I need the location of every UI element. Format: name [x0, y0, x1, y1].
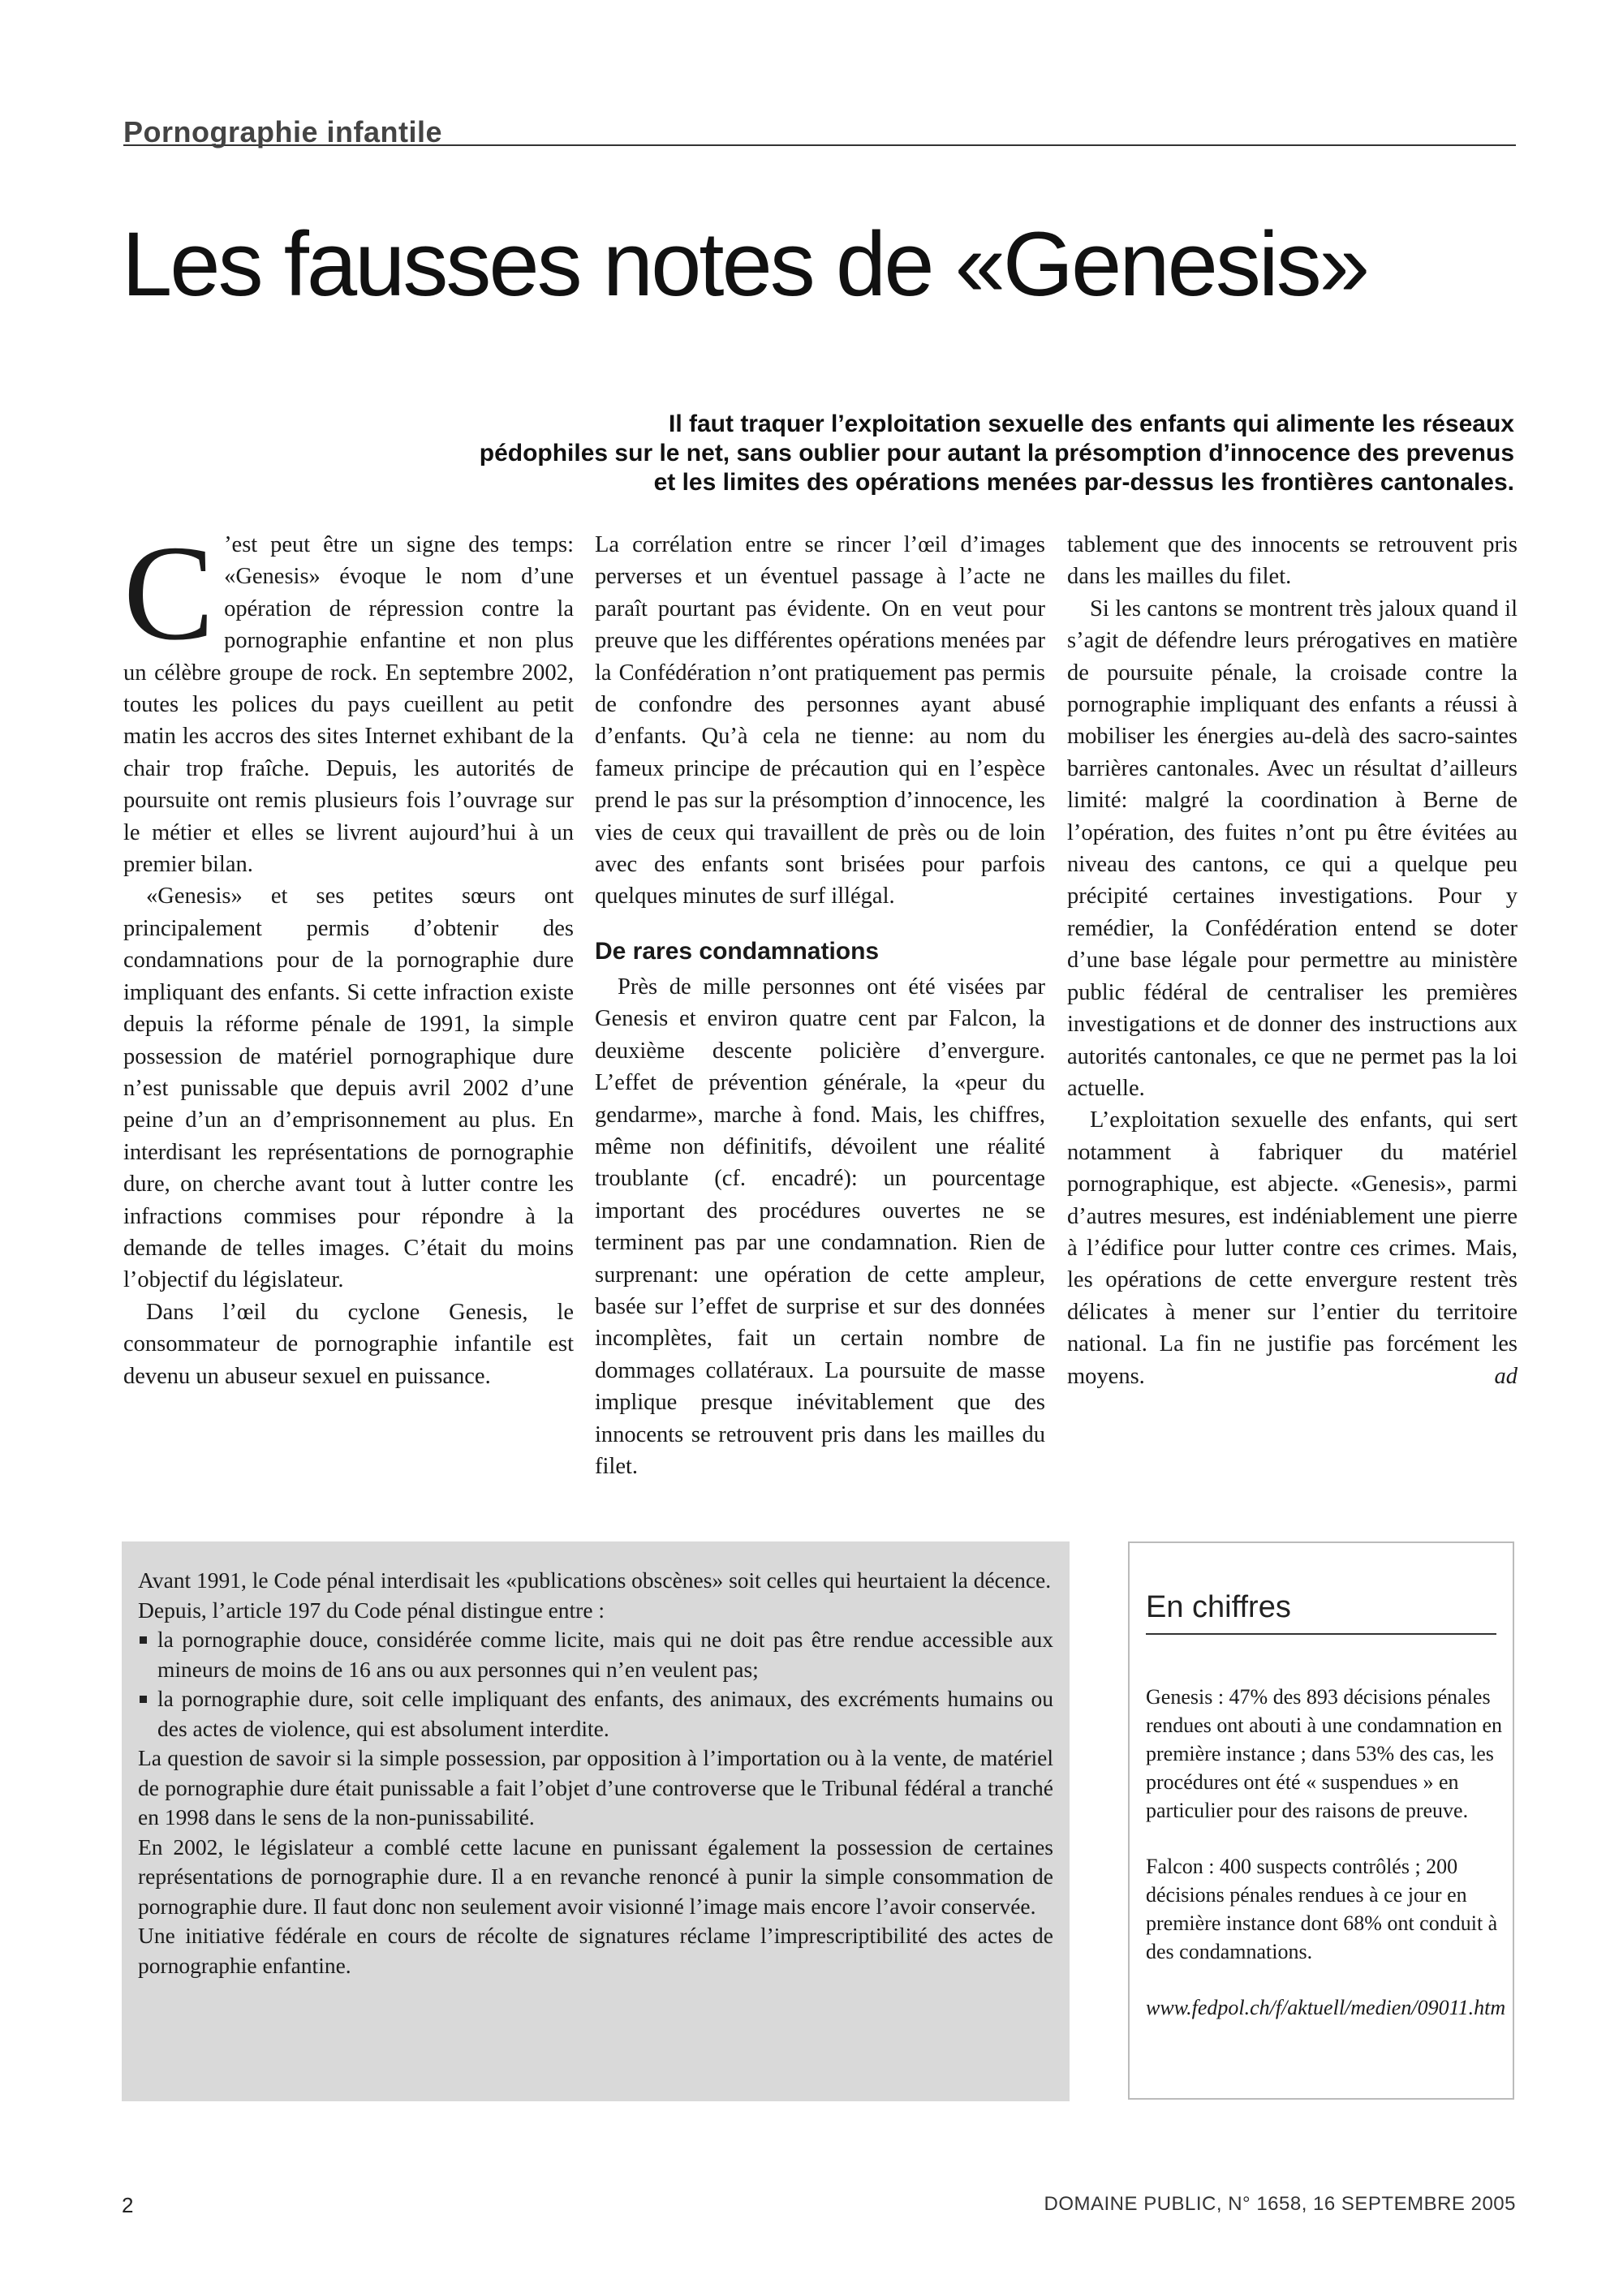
paragraph-continued: Près de mille personnes ont été visées par Genesis et environ quatre cent par Falcon, la deuxième descente policière d’envergure. L’effet de prévention générale, la «peur du gendarme», marche à fond. Mais, les chiffres, même non définitifs, dévoilent une réalité troublante (cf. encadré): un pourcentage important des procédures ouvertes ne se terminent pas par une condamnation. Rien de surprenant: une opération de cette ampleur, basée sur l’effet de surprise et sur des données incomplètes, fait un certain nombre de dommages collatéraux. La poursuite de masse implique presque inévitablement que des innocents se retrouvent pris dans les mailles du filet. [595, 974, 1045, 1479]
author-signature: ad [1494, 1363, 1518, 1389]
page-number: 2 [122, 2193, 134, 2217]
source-link[interactable]: www.fedpol.ch/f/aktuell/medien/09011.htm [1146, 1996, 1506, 2019]
sidebar-paragraph: Depuis, l’article 197 du Code pénal distingue entre : [138, 1597, 605, 1623]
article-column-3 [1067, 529, 1518, 1392]
lead-line-3: et les limites des opérations menées par-dessus les frontières cantonales. [653, 469, 1514, 496]
figures-title: En chiffres [1146, 1590, 1496, 1635]
paragraph: La corrélation entre se rincer l’œil d’images perverses et un éventuel passage à l’acte ne paraît pourtant pas évidente. On en veut pour preuve que les différentes opérations menées par la Confédération n’ont pratiquement pas permis de confondre des personnes ayant abusé d’enfants. Qu’à cela ne tienne: au nom du fameux principe de précaution qui en l’espèce prend le pas sur la présomption d’innocence, les vies de ceux qui travaillent de près ou de loin avec des enfants sont brisées pour parfois quelques minutes de surf illégal. [595, 532, 1045, 909]
bullet-item: la pornographie douce, considérée comme licite, mais qui ne doit pas être rendue accessible aux mineurs de moins de 16 ans ou aux personnes qui n’en veulent pas; [138, 1625, 1053, 1684]
figures-genesis: Genesis : 47% des 893 décisions pénales rendues ont abouti à une condamnation en première instance ; dans 53% des cas, les procédures ont été « suspendues » en particulier pour des raisons de preuve. [1146, 1685, 1502, 1822]
section-rubric [123, 112, 1516, 146]
article-column-1 [123, 518, 574, 1392]
paragraph: Dans l’œil du cyclone Genesis, le consommateur de pornographie infantile est devenu un abuseur sexuel en puissance. [123, 1299, 574, 1389]
article-title: Les fausses notes de «Genesis» [122, 213, 1368, 315]
lead-line-1: Il faut traquer l’exploitation sexuelle des enfants qui alimente les réseaux [668, 411, 1514, 437]
subheading: De rares condamnations [595, 937, 880, 965]
bullet-item: la pornographie dure, soit celle impliquant des enfants, des animaux, des excréments humains ou des actes de violence, qui est absolument interdite. [138, 1684, 1053, 1743]
sidebar-paragraph: Avant 1991, le Code pénal interdisait les «publications obscènes» soit celles qui heurtaient la décence. [138, 1567, 1052, 1593]
legal-sidebar-text [138, 1566, 1053, 1980]
paragraph-final-text: L’exploitation sexuelle des enfants, qui sert notamment à fabriquer du matériel pornographique, est abjecte. «Genesis», parmi d’autres mesures, est indéniablement une pierre à l’édifice pour lutter contre ces crimes. Mais, les opérations de cette envergure restent très délicates à mener sur l’entier du territoire national. La fin ne justifie pas forcément les moyens. [1067, 1107, 1518, 1389]
paragraph-intro [123, 518, 574, 880]
sidebar-paragraph: En 2002, le législateur a comblé cette lacune en punissant également la possession de certaines représentations de pornographie dure. Il a en revanche renoncé à punir la simple consommation de pornographie dure. Il faut donc non seulement avoir visionné l’image mais encore l’avoir conservée. [138, 1834, 1053, 1919]
paragraph: Si les cantons se montrent très jaloux quand il s’agit de défendre leurs prérogatives en matière de poursuite pénale, la croisade contre la pornographie impliquant des enfants a réussi à mobiliser les énergies au-delà des sacro-saintes barrières cantonales. Avec un résultat d’ailleurs limité: malgré la coordination à Berne de l’opération, des fuites n’ont pu être évitées au niveau des cantons, ce qui a quelque peu précipité certaines investigations. Pour y remédier, la Confédération entend se doter d’une base légale pour permettre au ministère public fédéral de centraliser les premières investigations et de donner des instructions aux autorités cantonales, ce que ne permet pas la loi actuelle. [1067, 595, 1518, 1101]
figures-box [1128, 1541, 1514, 2100]
sidebar-paragraph: Une initiative fédérale en cours de récolte de signatures réclame l’imprescriptibilité des actes de pornographie enfantine. [138, 1923, 1053, 1978]
paragraph-continuation: tablement que des innocents se retrouvent pris dans les mailles du filet. [1067, 532, 1518, 590]
legal-sidebar-box [122, 1541, 1070, 2101]
article-lead [162, 410, 1514, 497]
publication-info: DOMAINE PUBLIC, N° 1658, 16 SEPTEMBRE 2005 [1044, 2193, 1516, 2215]
figures-falcon: Falcon : 400 suspects contrôlés ; 200 décisions pénales rendues à ce jour en première instance dont 68% ont conduit à des condamnations. [1146, 1855, 1498, 1963]
rubric-label: Pornographie infantile [123, 115, 443, 148]
drop-cap: C [123, 518, 215, 669]
figures-body [1146, 1683, 1506, 2049]
article-column-2 [595, 529, 1045, 1479]
paragraph-intro-text: ’est peut être un signe des temps: «Genesis» évoque le nom d’une opération de répression contre la pornographie enfantine et non plus un célèbre groupe de rock. En septembre 2002, toutes les polices du pays cueillent au petit matin les accros des sites Internet exhibant de la chair trop fraîche. Depuis, les autorités de poursuite ont remis plusieurs fois l’ouvrage sur le métier et elles se livrent aujourd’hui à un premier bilan. [123, 532, 574, 878]
sidebar-paragraph: La question de savoir si la simple possession, par opposition à l’importation ou à la vente, de matériel de pornographie dure était punissable a fait l’objet d’une controverse que le Tribunal fédéral a tranché en 1998 dans le sens de la non-punissabilité. [138, 1745, 1053, 1829]
paragraph: «Genesis» et ses petites sœurs ont principalement permis d’obtenir des condamnations pour de la pornographie dure impliquant des enfants. Si cette infraction existe depuis la réforme pénale de 1991, la simple possession de matériel pornographique dure n’est punissable que depuis avril 2002 d’une peine d’un an d’emprisonnement au plus. En interdisant les représentations de pornographie dure, on cherche avant tout à lutter contre les infractions commises pour répondre à la demande de telles images. C’était du moins l’objectif du législateur. [123, 884, 574, 1293]
paragraph-final [1067, 1104, 1518, 1392]
lead-line-2: pédophiles sur le net, sans oublier pour autant la présomption d’innocence des prevenus [479, 440, 1514, 467]
